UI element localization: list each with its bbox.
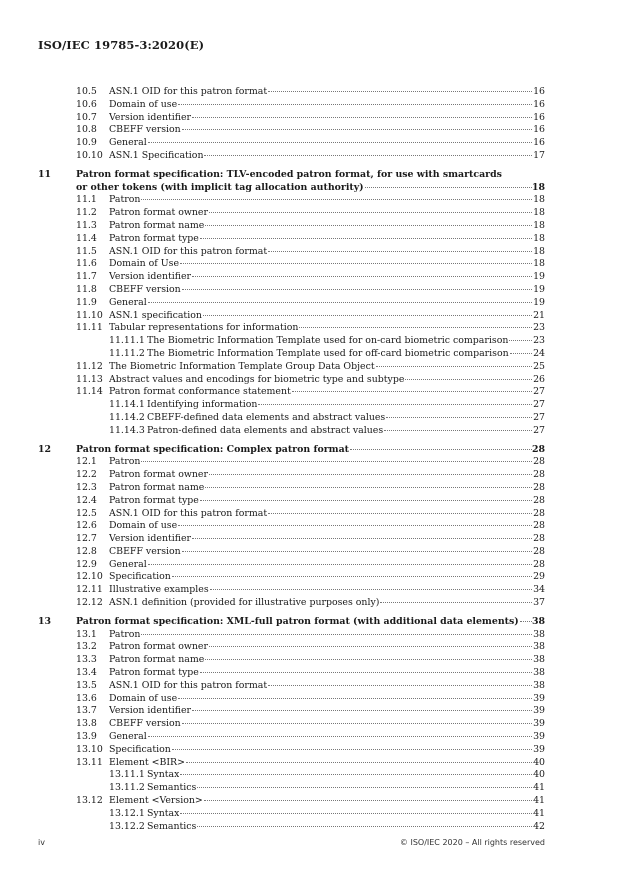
toc-entry-title: Illustrative examples (109, 584, 209, 596)
toc-entry[interactable] (0, 233, 620, 246)
toc-entry-number: 11.12 (76, 360, 103, 372)
dot-leader (200, 238, 532, 239)
toc-entry-number: 11.1 (76, 194, 97, 206)
toc-entry[interactable] (0, 124, 620, 137)
dot-leader (380, 602, 532, 603)
toc-entry-title: ASN.1 Specification (109, 149, 204, 161)
toc-entry-number: 11.14 (76, 386, 103, 398)
toc-entry-page: 27 (533, 386, 545, 398)
toc-entry-title: Specification (109, 571, 171, 583)
dot-leader (172, 576, 532, 577)
toc-entry-page: 16 (533, 124, 545, 136)
toc-entry-page: 39 (533, 731, 545, 743)
toc-entry-number: 13.6 (76, 692, 97, 704)
toc-entry-page: 16 (533, 111, 545, 123)
dot-leader (204, 800, 532, 801)
toc-entry-page: 39 (533, 718, 545, 730)
toc-entry-number: 12 (38, 443, 52, 455)
toc-entry[interactable] (0, 641, 620, 654)
toc-entry-title: Version identifier (109, 271, 192, 283)
toc-entry-number: 12.4 (76, 494, 97, 506)
toc-entry-page: 19 (533, 283, 545, 295)
toc-entry-page: 28 (533, 456, 545, 468)
toc-entry-title: Semantics (147, 782, 197, 794)
toc-entry[interactable] (0, 220, 620, 233)
toc-entry-number: 12.5 (76, 507, 97, 519)
toc-entry-page: 21 (533, 309, 545, 321)
toc-entry-title: The Biometric Information Template Group Data Object (109, 360, 375, 372)
dot-leader (180, 774, 532, 775)
toc-entry-page: 28 (533, 469, 545, 481)
toc-entry-title: ASN.1 OID for this patron format (109, 679, 268, 691)
toc-entry[interactable] (0, 705, 620, 718)
toc-entry-title: Patron format name (109, 219, 205, 231)
page-number: iv (38, 838, 45, 847)
page-footer (38, 838, 545, 847)
toc-entry-page: 18 (533, 207, 545, 219)
toc-entry[interactable] (0, 335, 620, 348)
toc-entry-title: CBEFF version (109, 124, 181, 136)
toc-entry-page: 18 (533, 232, 545, 244)
toc-entry[interactable] (0, 769, 620, 782)
toc-entry[interactable] (0, 297, 620, 310)
toc-entry[interactable] (0, 782, 620, 795)
toc-entry-number: 11.9 (76, 296, 97, 308)
dot-leader (180, 263, 532, 264)
toc-entry[interactable] (0, 137, 620, 150)
toc-entry-page: 39 (533, 692, 545, 704)
toc-entry-page: 28 (533, 507, 545, 519)
dot-leader (182, 551, 532, 552)
toc-entry[interactable] (0, 271, 620, 284)
dot-leader (210, 589, 532, 590)
toc-entry-page: 16 (533, 98, 545, 110)
toc-entry-title: CBEFF version (109, 545, 181, 557)
dot-leader (148, 302, 532, 303)
toc-entry[interactable] (0, 584, 620, 597)
toc-entry-number: 13.5 (76, 679, 97, 691)
document-id: ISO/IEC 19785-3:2020(E) (38, 38, 205, 52)
toc-entry[interactable] (0, 469, 620, 482)
toc-entry-number: 13.8 (76, 718, 97, 730)
toc-entry-page: 16 (533, 86, 545, 97)
toc-entry[interactable] (0, 112, 620, 125)
toc-entry[interactable] (0, 150, 620, 163)
toc-entry-number: 11.5 (76, 245, 97, 257)
dot-leader (178, 104, 532, 105)
toc-entry-page: 18 (533, 245, 545, 257)
toc-entry-number: 12.7 (76, 533, 97, 545)
toc-entry-page: 18 (531, 181, 545, 193)
dot-leader (268, 685, 532, 686)
toc-entry-title: Identifying information (147, 399, 258, 411)
toc-entry-page: 28 (531, 443, 545, 455)
toc-entry[interactable] (0, 86, 620, 99)
toc-entry-title: Patron format owner (109, 469, 208, 481)
toc-entry-page: 27 (533, 424, 545, 436)
toc-chapter-entry[interactable] (0, 616, 620, 629)
toc-entry-title: ASN.1 OID for this patron format (109, 245, 268, 257)
toc-entry-title: Patron (109, 194, 141, 206)
toc-entry-number: 11.8 (76, 283, 97, 295)
dot-leader (299, 327, 532, 328)
toc-entry-page: 25 (533, 360, 545, 372)
toc-entry-title: Element <BIR> (109, 756, 185, 768)
toc-entry-title: ASN.1 OID for this patron format (109, 507, 268, 519)
toc-entry-number: 12.2 (76, 469, 97, 481)
dot-leader (376, 366, 532, 367)
toc-entry-number: 11.10 (76, 309, 103, 321)
dot-leader (205, 659, 532, 660)
toc-entry-title: ASN.1 definition (provided for illustrative purposes only) (109, 597, 380, 609)
dot-leader (520, 621, 532, 622)
dot-leader (148, 142, 532, 143)
toc-entry-title: General (109, 137, 147, 149)
toc-entry-title: Version identifier (109, 705, 192, 717)
toc-entry[interactable] (0, 425, 620, 438)
toc-entry-title: Patron (109, 456, 141, 468)
toc-entry[interactable] (0, 597, 620, 610)
toc-entry-number: 12.3 (76, 481, 97, 493)
toc-entry-number: 10.9 (76, 137, 97, 149)
toc-entry-title: The Biometric Information Template used for off-card biometric comparison (147, 347, 509, 359)
toc-entry-title: Patron format specification: Complex patron format (76, 443, 349, 455)
toc-entry-title: Patron format specification: XML-full patron format (with additional data elements) (76, 615, 519, 627)
toc-entry-page: 28 (533, 545, 545, 557)
dot-leader (141, 199, 532, 200)
toc-entry-title: Tabular representations for information (109, 322, 299, 334)
dot-leader (178, 525, 532, 526)
toc-entry[interactable] (0, 99, 620, 112)
toc-entry-number: 10.5 (76, 86, 97, 97)
dot-leader (192, 538, 532, 539)
toc-entry-page: 38 (533, 679, 545, 691)
toc-entry-page: 19 (533, 271, 545, 283)
toc-entry-title: Patron-defined data elements and abstract values (147, 424, 384, 436)
toc-entry-page: 34 (533, 584, 545, 596)
toc-entry[interactable] (0, 520, 620, 533)
dot-leader (292, 391, 532, 392)
toc-entry-number: 13.9 (76, 731, 97, 743)
toc-entry-number: 12.9 (76, 558, 97, 570)
toc-entry-title: Version identifier (109, 111, 192, 123)
dot-leader (141, 634, 532, 635)
toc-entry-title: Element <Version> (109, 795, 203, 807)
toc-entry-page: 38 (533, 628, 545, 640)
toc-entry-title: Semantics (147, 820, 197, 832)
toc-entry[interactable] (0, 399, 620, 412)
dot-leader (258, 404, 532, 405)
toc-entry-number: 11.11.2 (109, 347, 145, 359)
toc-entry-page: 39 (533, 743, 545, 755)
toc-entry-number: 13.12.1 (109, 807, 145, 819)
toc-entry[interactable] (0, 322, 620, 335)
toc-entry-page: 40 (533, 756, 545, 768)
toc-entry-number: 13.11 (76, 756, 103, 768)
toc-entry-title: Version identifier (109, 533, 192, 545)
toc-entry[interactable] (0, 194, 620, 207)
toc-entry-number: 13.7 (76, 705, 97, 717)
toc-entry-title: Domain of Use (109, 258, 180, 270)
toc-entry-title: Syntax (147, 807, 180, 819)
toc-entry[interactable] (0, 182, 620, 195)
toc-entry-number: 11.2 (76, 207, 97, 219)
dot-leader (405, 379, 532, 380)
toc-entry-number: 12.6 (76, 520, 97, 532)
toc-entry-number: 11.14.1 (109, 399, 145, 411)
toc-entry[interactable] (0, 533, 620, 546)
toc-entry-title: Patron format conformance statement (109, 386, 291, 398)
toc-entry[interactable] (0, 795, 620, 808)
toc-entry[interactable] (0, 546, 620, 559)
toc-entry[interactable] (0, 680, 620, 693)
toc-entry-title: Patron format type (109, 232, 199, 244)
toc-entry-number: 11.11 (76, 322, 103, 334)
dot-leader (365, 187, 532, 188)
toc-chapter-entry[interactable] (0, 169, 620, 182)
toc-entry-title: Patron format owner (109, 207, 208, 219)
dot-leader (172, 749, 532, 750)
toc-entry-page: 41 (533, 807, 545, 819)
toc-entry-page: 41 (533, 782, 545, 794)
toc-entry[interactable] (0, 629, 620, 642)
toc-entry-page: 38 (533, 641, 545, 653)
toc-entry-page: 23 (533, 335, 545, 347)
toc-entry[interactable] (0, 482, 620, 495)
toc-entry-page: 37 (533, 597, 545, 609)
toc-entry-page: 27 (533, 399, 545, 411)
dot-leader (197, 787, 532, 788)
copyright-notice: © ISO/IEC 2020 – All rights reserved (399, 838, 545, 847)
dot-leader (148, 736, 532, 737)
dot-leader (197, 826, 532, 827)
dot-leader (209, 212, 532, 213)
toc-entry[interactable] (0, 284, 620, 297)
toc-entry[interactable] (0, 808, 620, 821)
toc-entry-page: 24 (533, 347, 545, 359)
table-of-contents (0, 86, 620, 833)
toc-entry-title: Abstract values and encodings for biometric type and subtype (109, 373, 405, 385)
toc-entry-page: 23 (533, 322, 545, 334)
dot-leader (384, 430, 532, 431)
toc-entry-page: 26 (533, 373, 545, 385)
toc-entry-title: Domain of use (109, 692, 178, 704)
toc-entry-title: or other tokens (with implicit tag allocation authority) (76, 181, 364, 193)
toc-entry-page: 38 (531, 615, 545, 627)
toc-entry[interactable] (0, 571, 620, 584)
toc-entry-page: 29 (533, 571, 545, 583)
toc-entry[interactable] (0, 654, 620, 667)
toc-entry[interactable] (0, 559, 620, 572)
toc-entry-title: General (109, 296, 147, 308)
toc-entry-number: 11.7 (76, 271, 97, 283)
toc-entry-number: 11.3 (76, 219, 97, 231)
toc-entry-title: Patron format type (109, 494, 199, 506)
toc-entry-title: Specification (109, 743, 171, 755)
dot-leader (209, 474, 532, 475)
toc-entry[interactable] (0, 757, 620, 770)
dot-leader (268, 513, 532, 514)
toc-entry-number: 11.6 (76, 258, 97, 270)
dot-leader (209, 646, 532, 647)
toc-entry-title: Patron (109, 628, 141, 640)
toc-entry-title: Patron format owner (109, 641, 208, 653)
toc-entry-title: Patron format specification: TLV-encoded patron format, for use with smartcards (76, 168, 502, 180)
dot-leader (205, 225, 532, 226)
toc-entry[interactable] (0, 361, 620, 374)
toc-entry-number: 13.3 (76, 654, 97, 666)
dot-leader (510, 353, 532, 354)
toc-entry[interactable] (0, 495, 620, 508)
toc-entry-title: The Biometric Information Template used for on-card biometric comparison (147, 335, 509, 347)
dot-leader (178, 698, 532, 699)
toc-entry-page: 39 (533, 705, 545, 717)
toc-entry[interactable] (0, 246, 620, 259)
toc-entry-title: Patron format type (109, 667, 199, 679)
toc-entry-number: 13.11.2 (109, 782, 145, 794)
dot-leader (268, 91, 532, 92)
toc-entry-number: 10.6 (76, 98, 97, 110)
toc-entry-title: CBEFF version (109, 718, 181, 730)
toc-entry[interactable] (0, 821, 620, 834)
toc-entry-number: 10.8 (76, 124, 97, 136)
toc-entry[interactable] (0, 667, 620, 680)
dot-leader (182, 723, 532, 724)
dot-leader (192, 276, 532, 277)
toc-entry-page: 41 (533, 795, 545, 807)
toc-entry-page: 38 (533, 654, 545, 666)
toc-entry-page: 18 (533, 194, 545, 206)
dot-leader (148, 564, 532, 565)
dot-leader (186, 762, 532, 763)
toc-entry-number: 11.14.2 (109, 411, 145, 423)
toc-entry-number: 12.10 (76, 571, 103, 583)
toc-entry-number: 12.8 (76, 545, 97, 557)
toc-entry-title: Patron format name (109, 481, 205, 493)
toc-entry-page: 28 (533, 533, 545, 545)
toc-entry-page: 18 (533, 219, 545, 231)
toc-entry-number: 12.11 (76, 584, 103, 596)
toc-entry-page: 18 (533, 258, 545, 270)
dot-leader (205, 487, 532, 488)
dot-leader (192, 710, 532, 711)
toc-entry-number: 13.11.1 (109, 769, 145, 781)
dot-leader (200, 500, 532, 501)
dot-leader (192, 117, 532, 118)
toc-entry[interactable] (0, 744, 620, 757)
dot-leader (200, 672, 532, 673)
dot-leader (204, 155, 532, 156)
toc-entry-number: 11 (38, 168, 52, 180)
toc-entry-title: Syntax (147, 769, 180, 781)
toc-entry-number: 13.1 (76, 628, 97, 640)
toc-entry-number: 11.11.1 (109, 335, 145, 347)
toc-entry-page: 19 (533, 296, 545, 308)
dot-leader (386, 417, 532, 418)
toc-entry[interactable] (0, 310, 620, 323)
toc-entry-page: 40 (533, 769, 545, 781)
toc-entry-number: 13.12.2 (109, 820, 145, 832)
dot-leader (350, 449, 532, 450)
toc-entry[interactable] (0, 718, 620, 731)
toc-entry-title: General (109, 731, 147, 743)
toc-entry[interactable] (0, 207, 620, 220)
dot-leader (203, 315, 532, 316)
toc-entry[interactable] (0, 508, 620, 521)
toc-entry-title: CBEFF version (109, 283, 181, 295)
toc-entry[interactable] (0, 258, 620, 271)
toc-entry-number: 12.12 (76, 597, 103, 609)
toc-entry-page: 16 (533, 137, 545, 149)
toc-entry[interactable] (0, 456, 620, 469)
toc-entry-number: 10.10 (76, 149, 103, 161)
toc-entry-page: 38 (533, 667, 545, 679)
toc-entry-number: 12.1 (76, 456, 97, 468)
toc-entry-title: ASN.1 OID for this patron format (109, 86, 268, 97)
toc-entry-number: 11.13 (76, 373, 103, 385)
toc-entry[interactable] (0, 731, 620, 744)
toc-entry-title: ASN.1 specification (109, 309, 202, 321)
dot-leader (141, 461, 532, 462)
toc-entry-number: 13.10 (76, 743, 103, 755)
toc-entry-page: 17 (533, 149, 545, 161)
toc-entry[interactable] (0, 693, 620, 706)
toc-entry-title: Domain of use (109, 520, 178, 532)
toc-entry-title: General (109, 558, 147, 570)
toc-entry-page: 42 (533, 820, 545, 832)
toc-entry-number: 10.7 (76, 111, 97, 123)
toc-entry-title: Domain of use (109, 98, 178, 110)
toc-entry-number: 11.14.3 (109, 424, 145, 436)
toc-entry-number: 11.4 (76, 232, 97, 244)
toc-entry-page: 28 (533, 558, 545, 570)
toc-entry-page: 27 (533, 411, 545, 423)
toc-entry[interactable] (0, 374, 620, 387)
toc-entry-number: 13 (38, 615, 52, 627)
toc-entry-page: 28 (533, 481, 545, 493)
toc-entry-page: 28 (533, 520, 545, 532)
toc-chapter-entry[interactable] (0, 444, 620, 457)
dot-leader (509, 340, 532, 341)
toc-entry-number: 13.4 (76, 667, 97, 679)
toc-entry-number: 13.2 (76, 641, 97, 653)
toc-entry-page: 28 (533, 494, 545, 506)
toc-entry-number: 13.12 (76, 795, 103, 807)
toc-entry[interactable] (0, 386, 620, 399)
dot-leader (182, 129, 532, 130)
dot-leader (180, 813, 532, 814)
dot-leader (268, 251, 532, 252)
toc-entry-title: Patron format name (109, 654, 205, 666)
toc-entry-title: CBEFF-defined data elements and abstract values (147, 411, 386, 423)
toc-entry[interactable] (0, 412, 620, 425)
toc-entry[interactable] (0, 348, 620, 361)
dot-leader (182, 289, 532, 290)
